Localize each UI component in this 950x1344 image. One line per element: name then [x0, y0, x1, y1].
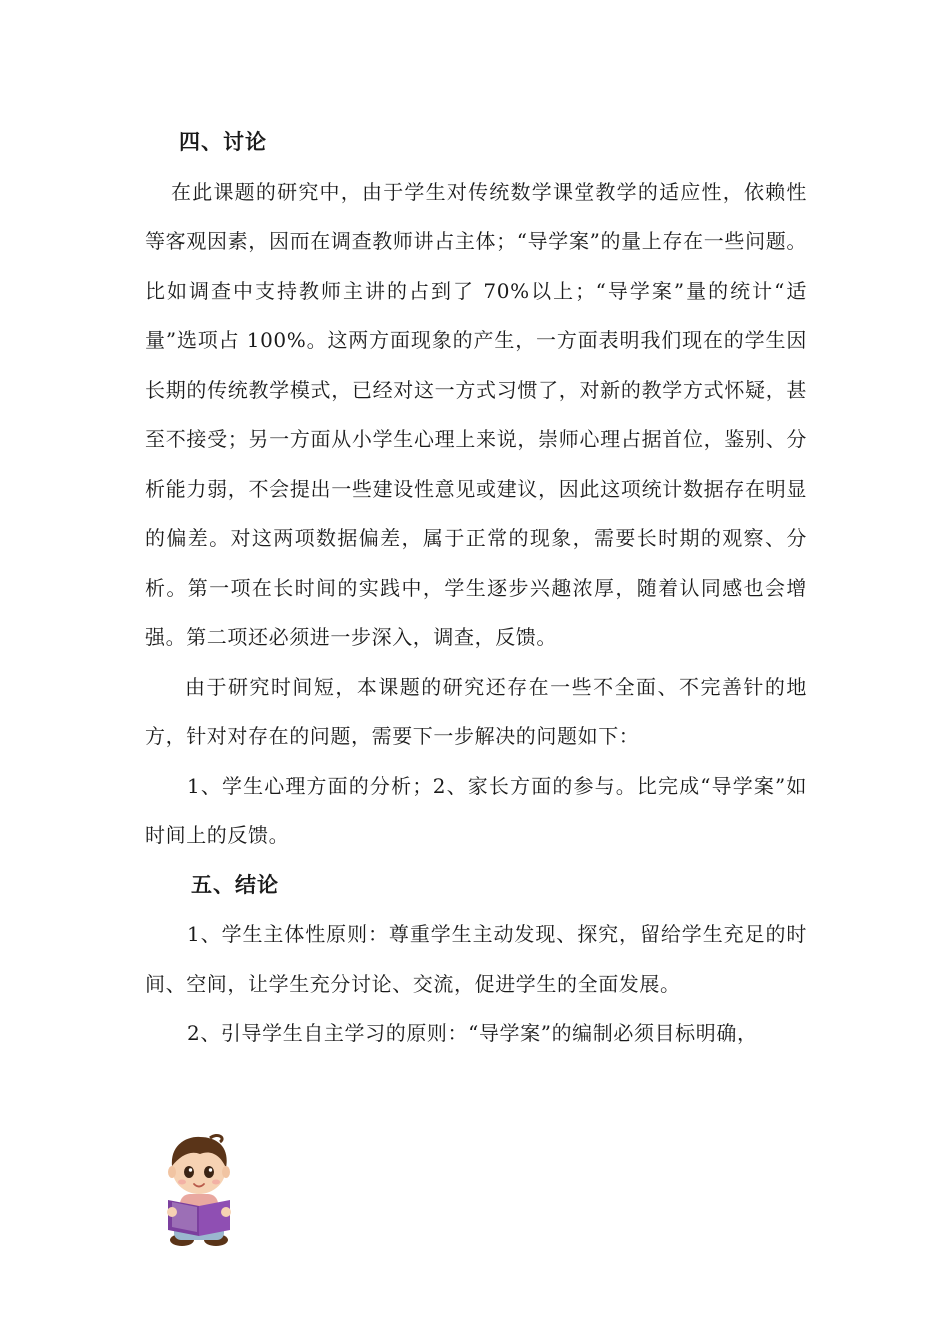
section-4-paragraph-2: 由于研究时间短，本课题的研究还存在一些不全面、不完善针的地方，针对对存在的问题，需要下一步解决的问题如下：: [145, 674, 807, 748]
section-4-paragraph-3: 1、学生心理方面的分析；2、家长方面的参与。比完成“导学案”如时间上的反馈。: [145, 773, 807, 847]
section-5-paragraph-1: 1、学生主体性原则：尊重学生主动发现、探究，留给学生充足的时间、空间，让学生充分讨论、交流，促进学生的全面发展。: [145, 922, 807, 996]
document-page: [145, 118, 807, 1059]
section-5-paragraph-2: 2、引导学生自主学习的原则：“导学案”的编制必须目标明确，: [187, 1021, 758, 1045]
section-4-heading: 四、讨论: [179, 130, 267, 154]
section-4-paragraph-1: 在此课题的研究中，由于学生对传统数学课堂教学的适应性，依赖性等客观因素，因而在调查教师讲占主体；“导学案”的量上存在一些问题。比如调查中支持教师主讲的占到了 70%以上；“导学案”量的统计“适量”选项占 100%。这两方面现象的产生，一方面表明我们现在的学生因长期的传统教学模式，已经对这一方式习惯了，对新的教学方式怀疑，甚至不接受；另一方面从小学生心理上来说，崇师心理占据首位，鉴别、分析能力弱，不会提出一些建设性意见或建议，因此这项统计数据存在明显的偏差。对这两项数据偏差，属于正常的现象，需要长时期的观察、分析。第一项在长时间的实践中，学生逐步兴趣浓厚，随着认同感也会增强。第二项还必须进一步深入，调查，反馈。: [145, 179, 807, 649]
section-5-heading: 五、结论: [191, 872, 279, 897]
reading-child-icon: [160, 1132, 238, 1250]
